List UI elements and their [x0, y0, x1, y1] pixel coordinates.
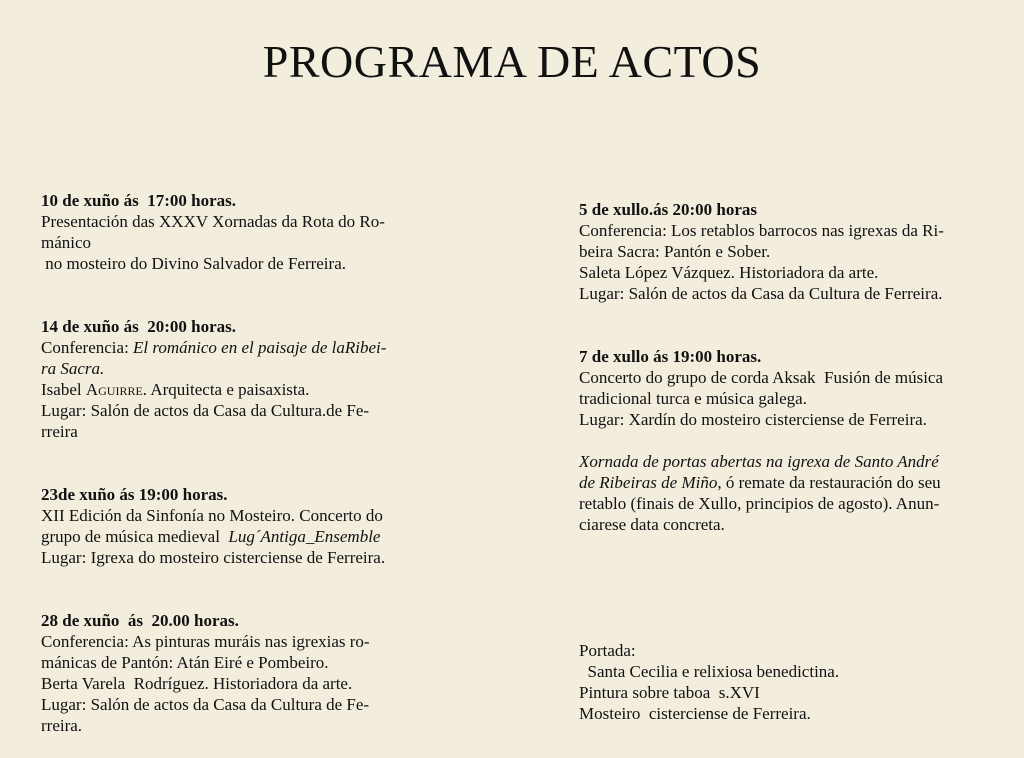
event-heading: 10 de xuño ás 17:00 horas. — [41, 191, 237, 210]
event-heading: 5 de xullo.ás 20:00 horas — [579, 200, 758, 219]
open-doors-place: de Ribeiras de Miño — [579, 473, 718, 492]
page-title: PROGRAMA DE ACTOS — [262, 36, 762, 87]
event-line: rreira. — [41, 716, 83, 735]
event-line: Lugar: Salón de actos da Casa da Cultura de Fe- — [41, 695, 370, 714]
event-line: beira Sacra: Pantón e Sober. — [579, 242, 771, 261]
event-heading: 23de xuño ás 19:00 horas. — [41, 485, 228, 504]
event-line: mánico — [41, 233, 92, 252]
event-10-june — [41, 190, 385, 274]
event-line: Lugar: Igrexa do mosteiro cisterciense de Ferreira. — [41, 548, 386, 567]
event-line: Conferencia: Los retablos barrocos nas igrexas da Ri- — [579, 221, 944, 240]
event-line: ciarese data concreta. — [579, 515, 725, 534]
speaker-last-name: Aguirre — [85, 380, 143, 399]
ensemble-prefix: grupo de música medieval — [41, 527, 229, 546]
cover-line: Portada: — [579, 641, 636, 660]
conference-title-cont: ra Sacra. — [41, 359, 105, 378]
event-line: Lugar: Salón de actos da Casa da Cultura.de Fe- — [41, 401, 370, 420]
event-line: rreira — [41, 422, 78, 441]
event-line: no mosteiro do Divino Salvador de Ferreira. — [41, 254, 346, 273]
event-line: tradicional turca e música galega. — [579, 389, 807, 408]
event-line: mánicas de Pantón: Atán Eiré e Pombeiro. — [41, 653, 329, 672]
event-14-june — [41, 316, 386, 442]
speaker-first-name: Isabel — [41, 380, 86, 399]
left-column — [41, 0, 461, 758]
event-7-july — [579, 346, 943, 430]
cover-line: Mosteiro cisterciense de Ferreira. — [579, 704, 811, 723]
cover-line: Santa Cecilia e relixiosa benedictina. — [579, 662, 840, 681]
conference-title: El románico en el paisaje de laRibei- — [133, 338, 387, 357]
cover-line: Pintura sobre taboa s.XVI — [579, 683, 760, 702]
event-line: Conferencia: As pinturas muráis nas igrexias ro- — [41, 632, 370, 651]
open-doors-title: Xornada de portas abertas na igrexa de Santo André — [579, 452, 939, 471]
open-doors-line — [579, 472, 941, 493]
event-line: Lugar: Xardín do mosteiro cisterciense de Ferreira. — [579, 410, 927, 429]
event-23-june — [41, 484, 385, 568]
ensemble-name: Lug´Antiga_Ensemble — [228, 527, 381, 546]
cover-credit — [579, 640, 839, 724]
speaker-role: . Arquitecta e paisaxista. — [142, 380, 310, 399]
conference-prefix: Conferencia: — [41, 338, 134, 357]
event-28-june — [41, 610, 370, 736]
conference-line — [41, 337, 386, 358]
open-doors-note — [579, 451, 941, 535]
event-line: retablo (finais de Xullo, principios de agosto). Anun- — [579, 494, 940, 513]
event-5-july — [579, 199, 944, 304]
speaker-line — [41, 379, 386, 400]
event-heading: 28 de xuño ás 20.00 horas. — [41, 611, 239, 630]
event-line: Lugar: Salón de actos da Casa da Cultura de Ferreira. — [579, 284, 943, 303]
event-line: Saleta López Vázquez. Historiadora da arte. — [579, 263, 879, 282]
right-column — [579, 0, 1009, 758]
event-line — [41, 526, 385, 547]
open-doors-rest: , ó remate da restauración do seu — [717, 473, 941, 492]
event-heading: 14 de xuño ás 20:00 horas. — [41, 317, 237, 336]
event-line: Presentación das XXXV Xornadas da Rota do Ro- — [41, 212, 385, 231]
event-line: Concerto do grupo de corda Aksak Fusión de música — [579, 368, 944, 387]
event-heading: 7 de xullo ás 19:00 horas. — [579, 347, 762, 366]
event-line: Berta Varela Rodríguez. Historiadora da arte. — [41, 674, 353, 693]
event-line: XII Edición da Sinfonía no Mosteiro. Concerto do — [41, 506, 383, 525]
